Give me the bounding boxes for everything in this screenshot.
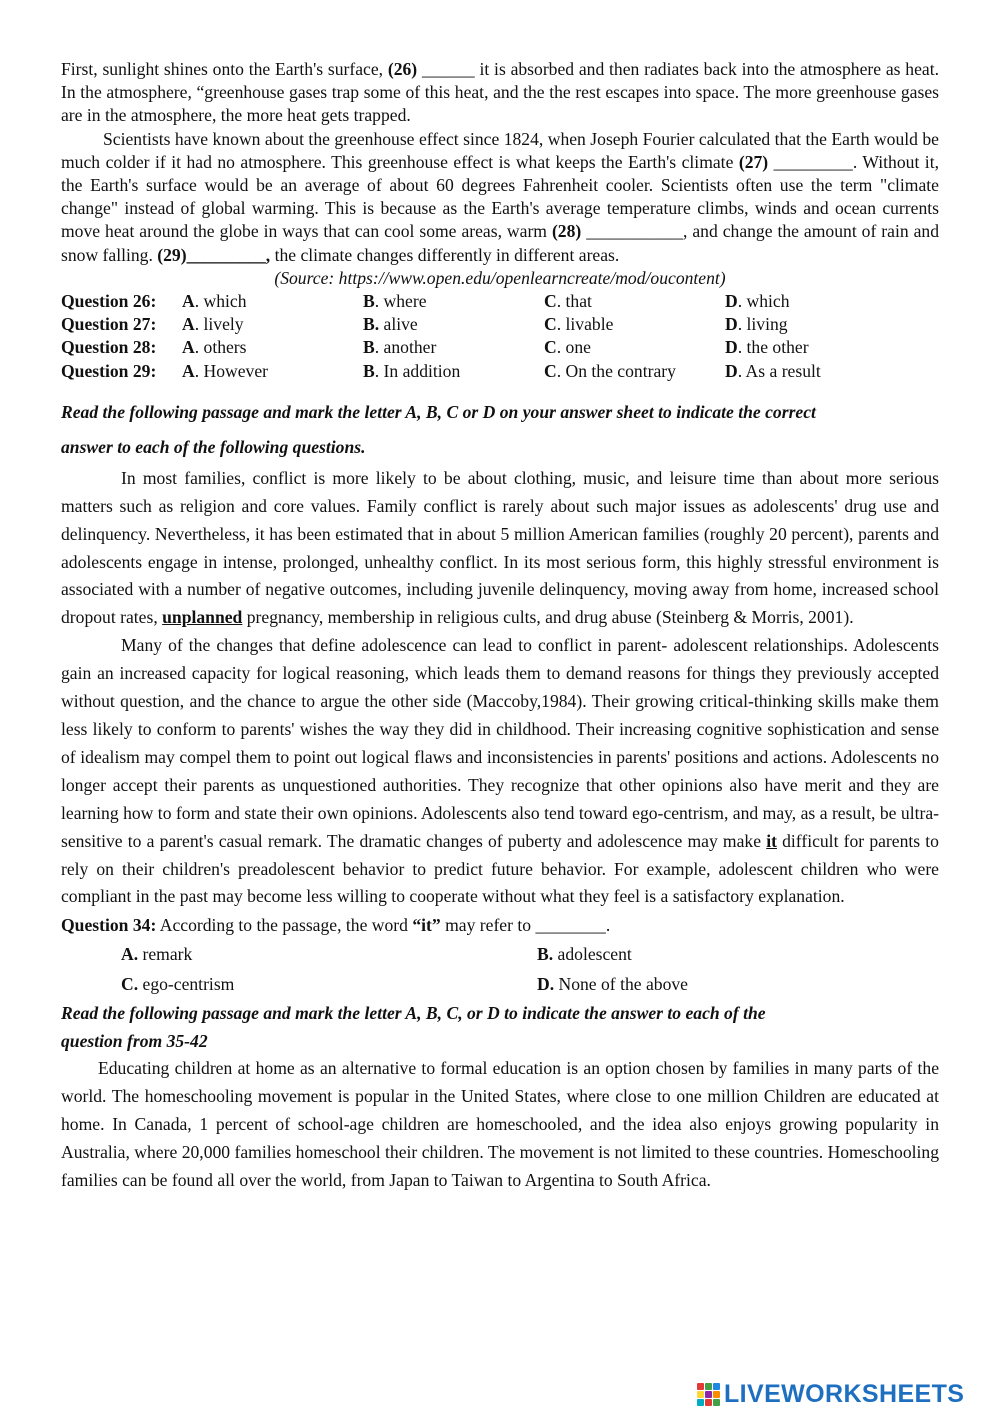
passage1-paragraph2: Scientists have known about the greenhouse effect since 1824, when Joseph Fourier calculated that the Earth would be much colder if it had no atmosphere. This greenhouse effect is what keeps the Earth's climate (27) _________. Without it, the Earth's surface would be an average of about 60 degrees Fahrenheit cooler. Scientists often use the term "climate change" instead of global warming. This is because as the Earth's average temperature climbs, winds and ocean currents move heat around the globe in ways that can cool some areas, warm (28) ___________, and change the amount of rain and snow falling. (29)_________, the climate changes differently in different areas.	[61, 128, 939, 265]
questions-26-29	[61, 290, 939, 383]
option-c[interactable]: C. On the contrary	[544, 360, 676, 381]
underlined-word-it: it	[766, 830, 777, 851]
quoted-word: “it”	[412, 915, 441, 936]
logo-text: LIVEWORKSHEETS	[724, 1379, 965, 1408]
question-row-28	[61, 336, 939, 359]
blank-28-number: (28)	[551, 221, 582, 242]
instruction-line: question from 35-42	[61, 1031, 208, 1052]
blank-27-number: (27)	[738, 151, 769, 172]
option-a[interactable]: A. lively	[182, 314, 244, 335]
source-citation: (Source: https://www.open.edu/openlearncreate/mod/oucontent)	[274, 267, 726, 288]
passage2-paragraph2: Many of the changes that define adolescence can lead to conflict in parent- adolescent relationships. Adolescents gain an increased capacity for logical reasoning, which leads them to demand reasons for things they previously accepted without question, and the chance to argue the other side (Maccoby,1984). Their growing critical-thinking skills make them less likely to conform to parents' wishes the way they did in childhood. Their increasing cognitive sophistication and sense of idealism may compel them to point out logical flaws and inconsistencies in parents' positions and actions. Adolescents no longer accept their parents as unquestioned authorities. They recognize that other opinions also have merit and they are learning how to form and state their own opinions. Adolescents also tend toward ego-centrism, and may, as a result, be ultra-sensitive to a parent's casual remark. The dramatic changes of puberty and adolescence may make it difficult for parents to rely on their children's preadolescent behavior to predict future behavior. For example, adolescent children who were compliant in the past may become less willing to cooperate without what they feel is a satisfactory explanation.	[61, 635, 939, 907]
question-label: Question 29:	[61, 360, 157, 381]
option-a[interactable]: A. others	[182, 337, 247, 358]
option-b[interactable]: B. In addition	[363, 360, 461, 381]
option-d[interactable]: D. As a result	[725, 360, 821, 381]
question-row-27	[61, 313, 939, 336]
option-c[interactable]: C. one	[544, 337, 591, 358]
option-d[interactable]: D. the other	[725, 337, 809, 358]
question-label: Question 28:	[61, 337, 157, 358]
underlined-word-unplanned: unplanned	[162, 607, 243, 628]
question-label: Question 34:	[61, 915, 157, 936]
option-b[interactable]: B. adolescent	[537, 944, 632, 965]
option-a[interactable]: A. remark	[121, 944, 193, 965]
question-label: Question 26:	[61, 291, 157, 312]
option-b[interactable]: B. alive	[363, 314, 418, 335]
section-instruction-2	[61, 999, 939, 1055]
option-d[interactable]: D. which	[725, 291, 790, 312]
option-c[interactable]: C. ego-centrism	[121, 973, 235, 994]
option-c[interactable]: C. that	[544, 291, 592, 312]
option-a[interactable]: A. which	[182, 291, 247, 312]
question-label: Question 27:	[61, 314, 157, 335]
worksheet-page	[61, 58, 939, 1195]
instruction-line: Read the following passage and mark the letter A, B, C or D on your answer sheet to indicate the correct	[61, 401, 816, 422]
option-b[interactable]: B. where	[363, 291, 427, 312]
logo-grid-icon	[697, 1383, 720, 1406]
instruction-line: Read the following passage and mark the letter A, B, C, or D to indicate the answer to each of the	[61, 1003, 766, 1024]
instruction-line: answer to each of the following questions.	[61, 436, 366, 457]
question-row-29	[61, 360, 939, 383]
section-instruction-1	[61, 395, 939, 465]
passage2-paragraph1: In most families, conflict is more likely to be about clothing, music, and leisure time than about more serious matters such as religion and core values. Family conflict is rarely about such major issues as adolescents' drug use and delinquency. Nevertheless, it has been estimated that in about 5 million American families (roughly 20 percent), parents and adolescents engage in intense, prolonged, unhealthy conflict. In its most serious form, this highly stressful environment is associated with a number of negative outcomes, including juvenile delinquency, moving away from home, increased school dropout rates, unplanned pregnancy, membership in religious cults, and drug abuse (Steinberg & Morris, 2001).	[61, 467, 939, 628]
question-row-26	[61, 290, 939, 313]
blank-26-number: (26)	[387, 59, 418, 79]
option-d[interactable]: D. None of the above	[537, 973, 688, 994]
option-b[interactable]: B. another	[363, 337, 437, 358]
passage1-paragraph1: First, sunlight shines onto the Earth's surface, (26) ______ it is absorbed and then radiates back into the atmosphere as heat. In the atmosphere, “greenhouse gases trap some of this heat, and the the rest escapes into space. The more greenhouse gases are in the atmosphere, the more heat gets trapped.	[61, 59, 939, 126]
option-d[interactable]: D. living	[725, 314, 788, 335]
option-a[interactable]: A. However	[182, 360, 268, 381]
question-34-options	[61, 940, 939, 999]
blank-29-number: (29)_________,	[157, 244, 271, 265]
passage3-paragraph1: Educating children at home as an alternative to formal education is an option chosen by families in many parts of the world. The homeschooling movement is popular in the United States, where close to one million Children are educated at home. In Canada, 1 percent of school-age children are homeschooled, and the idea also enjoys growing popularity in Australia, where 20,000 families homeschool their children. The movement is not limited to these countries. Homeschooling families can be found all over the world, from Japan to Taiwan to Argentina to South Africa.	[61, 1058, 939, 1190]
option-c[interactable]: C. livable	[544, 314, 614, 335]
question-34-stem: Question 34: According to the passage, the word “it” may refer to ________.	[61, 915, 611, 936]
liveworksheets-logo	[697, 1381, 964, 1407]
